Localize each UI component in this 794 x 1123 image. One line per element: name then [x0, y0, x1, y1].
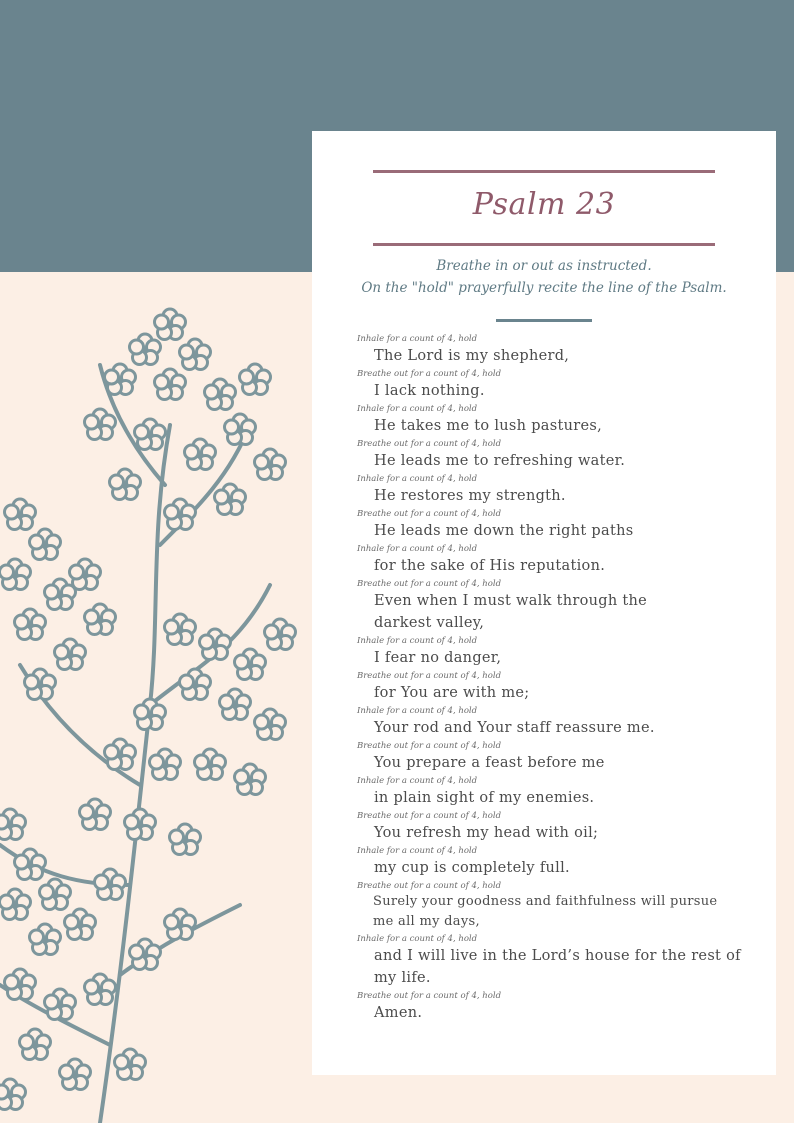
- verse-line: He restores my strength.: [374, 488, 566, 504]
- breath-cue: Inhale for a count of 4, hold: [357, 934, 478, 944]
- verse-line: He takes me to lush pastures,: [374, 418, 602, 434]
- divider: [496, 319, 592, 322]
- verse-line: and I will live in the Lord’s house for the rest of my life.: [374, 948, 741, 986]
- breath-cue: Inhale for a count of 4, hold: [357, 636, 478, 646]
- verse-line: You prepare a feast before me: [374, 755, 605, 771]
- instruction-line: Breathe in or out as instructed.: [436, 258, 652, 274]
- breath-cue: Breathe out for a count of 4, hold: [357, 671, 502, 681]
- verse-line: You refresh my head with oil;: [374, 825, 599, 841]
- breath-cue: Breathe out for a count of 4, hold: [357, 991, 502, 1001]
- breath-cue: Breathe out for a count of 4, hold: [357, 579, 502, 589]
- verse-line: He leads me to refreshing water.: [374, 453, 626, 469]
- verse-line: my cup is completely full.: [374, 860, 570, 876]
- verse-line: Your rod and Your staff reassure me.: [374, 720, 655, 736]
- verse-line: Amen.: [374, 1005, 423, 1021]
- verse-list: [357, 334, 757, 1026]
- verse-line: I lack nothing.: [374, 383, 485, 399]
- instructions: [312, 255, 776, 299]
- breath-cue: Inhale for a count of 4, hold: [357, 846, 478, 856]
- breath-cue: Inhale for a count of 4, hold: [357, 474, 478, 484]
- breath-cue: Inhale for a count of 4, hold: [357, 776, 478, 786]
- psalm-card: [312, 131, 776, 1075]
- breath-cue: Breathe out for a count of 4, hold: [357, 439, 502, 449]
- breath-cue: Inhale for a count of 4, hold: [357, 334, 478, 344]
- instruction-line: On the "hold" prayerfully recite the line of the Psalm.: [361, 280, 727, 296]
- verse-line: Surely your goodness and faithfulness will pursue me all my days,: [373, 894, 718, 929]
- verse-line: He leads me down the right paths: [374, 523, 634, 539]
- breath-cue: Inhale for a count of 4, hold: [357, 544, 478, 554]
- breath-cue: Inhale for a count of 4, hold: [357, 404, 478, 414]
- title-rule-top: [373, 170, 715, 173]
- verse-line: The Lord is my shepherd,: [374, 348, 570, 364]
- breath-cue: Breathe out for a count of 4, hold: [357, 811, 502, 821]
- breath-cue: Breathe out for a count of 4, hold: [357, 509, 502, 519]
- breath-cue: Breathe out for a count of 4, hold: [357, 881, 502, 891]
- title-rule-bottom: [373, 243, 715, 246]
- verse-line: in plain sight of my enemies.: [374, 790, 595, 806]
- breath-cue: Inhale for a count of 4, hold: [357, 706, 478, 716]
- lilac-flower-icon: [0, 285, 320, 1123]
- verse-line: for You are with me;: [374, 685, 530, 701]
- verse-line: for the sake of His reputation.: [374, 558, 606, 574]
- page-title: Psalm 23: [472, 187, 616, 222]
- verse-line: Even when I must walk through the darkest valley,: [374, 593, 648, 631]
- breath-cue: Breathe out for a count of 4, hold: [357, 741, 502, 751]
- verse-line: I fear no danger,: [374, 650, 502, 666]
- breath-cue: Breathe out for a count of 4, hold: [357, 369, 502, 379]
